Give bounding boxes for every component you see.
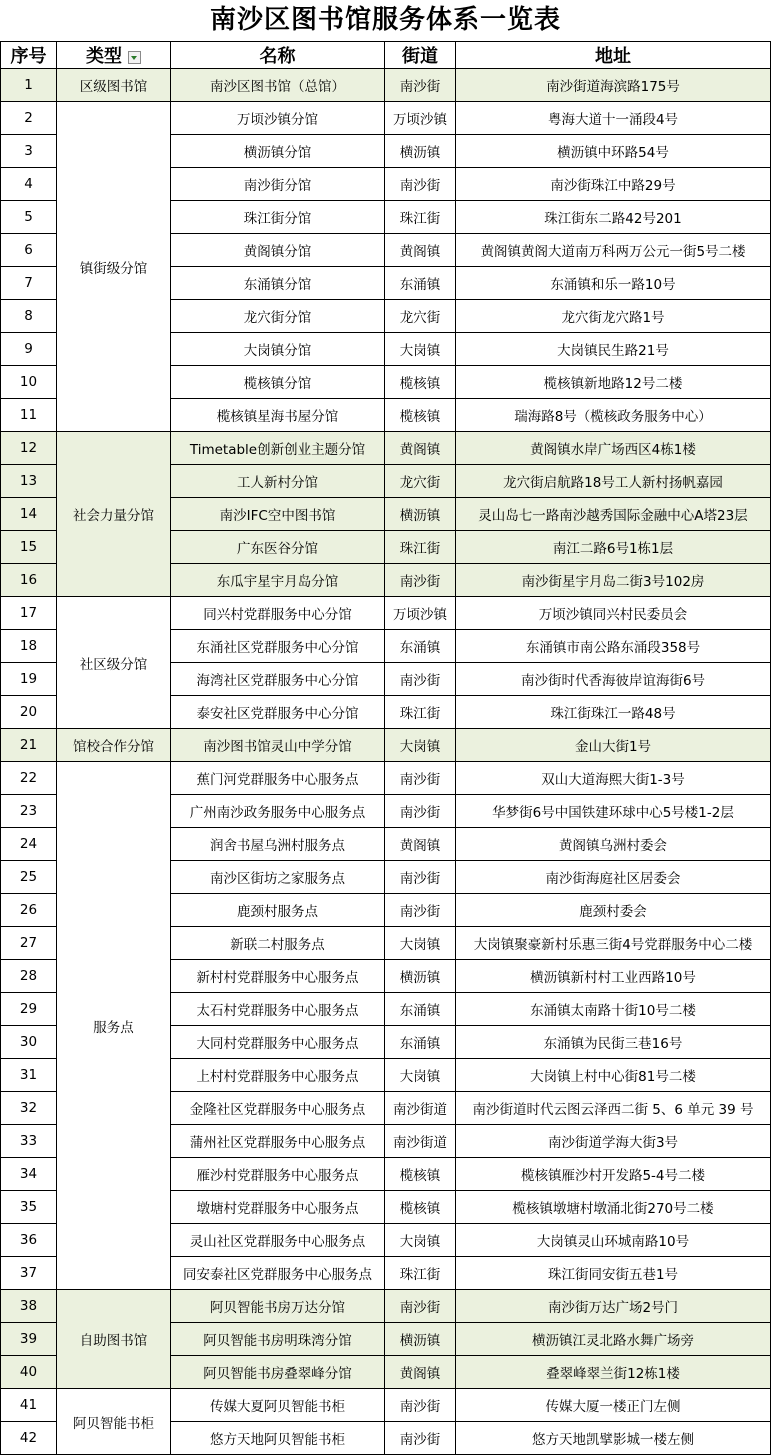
cell-name: 广州南沙政务服务中心服务点 <box>171 795 385 828</box>
cell-no: 16 <box>1 564 57 597</box>
cell-name: 大同村党群服务中心服务点 <box>171 1026 385 1059</box>
cell-address: 珠江街珠江一路48号 <box>456 696 771 729</box>
cell-address: 榄核镇墩塘村墩涌北街270号二楼 <box>456 1191 771 1224</box>
cell-name: 南沙区街坊之家服务点 <box>171 861 385 894</box>
cell-street: 南沙街 <box>385 69 456 102</box>
cell-street: 南沙街 <box>385 168 456 201</box>
cell-name: 龙穴街分馆 <box>171 300 385 333</box>
cell-no: 27 <box>1 927 57 960</box>
cell-street: 大岗镇 <box>385 1059 456 1092</box>
cell-no: 31 <box>1 1059 57 1092</box>
cell-street: 南沙街 <box>385 894 456 927</box>
cell-type: 服务点 <box>57 762 171 1290</box>
cell-no: 18 <box>1 630 57 663</box>
cell-address: 粤海大道十一涌段4号 <box>456 102 771 135</box>
cell-name: 南沙街分馆 <box>171 168 385 201</box>
cell-street: 珠江街 <box>385 1257 456 1290</box>
cell-address: 叠翠峰翠兰街12栋1楼 <box>456 1356 771 1389</box>
cell-no: 26 <box>1 894 57 927</box>
table-row <box>1 762 771 795</box>
cell-name: 阿贝智能书房明珠湾分馆 <box>171 1323 385 1356</box>
cell-address: 黄阁镇水岸广场西区4栋1楼 <box>456 432 771 465</box>
cell-address: 大岗镇上村中心街81号二楼 <box>456 1059 771 1092</box>
cell-street: 大岗镇 <box>385 333 456 366</box>
cell-no: 24 <box>1 828 57 861</box>
cell-address: 龙穴街龙穴路1号 <box>456 300 771 333</box>
cell-street: 横沥镇 <box>385 1323 456 1356</box>
cell-street: 横沥镇 <box>385 498 456 531</box>
cell-no: 35 <box>1 1191 57 1224</box>
header-row <box>1 42 771 69</box>
cell-type: 阿贝智能书柜 <box>57 1389 171 1455</box>
cell-address: 灵山岛七一路南沙越秀国际金融中心A塔23层 <box>456 498 771 531</box>
cell-no: 12 <box>1 432 57 465</box>
cell-name: 阿贝智能书房万达分馆 <box>171 1290 385 1323</box>
cell-street: 黄阁镇 <box>385 1356 456 1389</box>
cell-address: 南沙街万达广场2号门 <box>456 1290 771 1323</box>
cell-street: 东涌镇 <box>385 267 456 300</box>
cell-type: 区级图书馆 <box>57 69 171 102</box>
cell-address: 南沙街海庭社区居委会 <box>456 861 771 894</box>
cell-street: 南沙街 <box>385 795 456 828</box>
cell-no: 22 <box>1 762 57 795</box>
cell-address: 榄核镇雁沙村开发路5-4号二楼 <box>456 1158 771 1191</box>
cell-no: 1 <box>1 69 57 102</box>
cell-no: 13 <box>1 465 57 498</box>
cell-name: 同安泰社区党群服务中心服务点 <box>171 1257 385 1290</box>
cell-street: 榄核镇 <box>385 399 456 432</box>
cell-no: 20 <box>1 696 57 729</box>
table-row <box>1 1389 771 1422</box>
cell-no: 2 <box>1 102 57 135</box>
cell-address: 南沙街珠江中路29号 <box>456 168 771 201</box>
table-row <box>1 1290 771 1323</box>
cell-street: 龙穴街 <box>385 465 456 498</box>
header-street: 街道 <box>385 42 456 69</box>
cell-street: 大岗镇 <box>385 1224 456 1257</box>
cell-name: 海湾社区党群服务中心分馆 <box>171 663 385 696</box>
table-row <box>1 729 771 762</box>
cell-address: 东涌镇太南路十街10号二楼 <box>456 993 771 1026</box>
cell-address: 黄阁镇乌洲村委会 <box>456 828 771 861</box>
cell-street: 南沙街 <box>385 1290 456 1323</box>
cell-address: 瑞海路8号（榄核政务服务中心） <box>456 399 771 432</box>
cell-street: 大岗镇 <box>385 729 456 762</box>
cell-address: 金山大街1号 <box>456 729 771 762</box>
cell-street: 黄阁镇 <box>385 234 456 267</box>
cell-no: 33 <box>1 1125 57 1158</box>
cell-address: 东涌镇市南公路东涌段358号 <box>456 630 771 663</box>
cell-name: 珠江街分馆 <box>171 201 385 234</box>
header-address: 地址 <box>456 42 771 69</box>
cell-address: 鹿颈村委会 <box>456 894 771 927</box>
cell-no: 19 <box>1 663 57 696</box>
cell-name: 东瓜宇星宇月岛分馆 <box>171 564 385 597</box>
cell-no: 32 <box>1 1092 57 1125</box>
cell-address: 双山大道海熙大街1-3号 <box>456 762 771 795</box>
cell-name: 南沙IFC空中图书馆 <box>171 498 385 531</box>
cell-street: 黄阁镇 <box>385 432 456 465</box>
cell-street: 黄阁镇 <box>385 828 456 861</box>
table-row <box>1 432 771 465</box>
cell-address: 华梦街6号中国铁建环球中心5号楼1-2层 <box>456 795 771 828</box>
cell-name: 广东医谷分馆 <box>171 531 385 564</box>
cell-address: 南沙街道时代云图云泽西二街 5、6 单元 39 号 <box>456 1092 771 1125</box>
library-table <box>0 41 771 1455</box>
cell-no: 4 <box>1 168 57 201</box>
header-name: 名称 <box>171 42 385 69</box>
cell-address: 南沙街道学海大街3号 <box>456 1125 771 1158</box>
cell-name: 新联二村服务点 <box>171 927 385 960</box>
cell-no: 9 <box>1 333 57 366</box>
cell-street: 大岗镇 <box>385 927 456 960</box>
cell-no: 39 <box>1 1323 57 1356</box>
header-no: 序号 <box>1 42 57 69</box>
cell-street: 榄核镇 <box>385 366 456 399</box>
cell-no: 29 <box>1 993 57 1026</box>
cell-address: 南沙街道海滨路175号 <box>456 69 771 102</box>
cell-address: 南沙街星宇月岛二街3号102房 <box>456 564 771 597</box>
table-row <box>1 102 771 135</box>
cell-name: 同兴村党群服务中心分馆 <box>171 597 385 630</box>
table-body <box>1 69 771 1455</box>
cell-name: 泰安社区党群服务中心分馆 <box>171 696 385 729</box>
cell-name: 南沙图书馆灵山中学分馆 <box>171 729 385 762</box>
cell-name: 横沥镇分馆 <box>171 135 385 168</box>
cell-address: 榄核镇新地路12号二楼 <box>456 366 771 399</box>
cell-no: 5 <box>1 201 57 234</box>
cell-street: 南沙街 <box>385 1422 456 1455</box>
cell-street: 万顷沙镇 <box>385 102 456 135</box>
cell-name: 新村村党群服务中心服务点 <box>171 960 385 993</box>
cell-street: 东涌镇 <box>385 993 456 1026</box>
cell-no: 40 <box>1 1356 57 1389</box>
cell-street: 横沥镇 <box>385 135 456 168</box>
cell-street: 珠江街 <box>385 696 456 729</box>
header-type <box>57 42 171 69</box>
cell-street: 南沙街道 <box>385 1125 456 1158</box>
cell-address: 传媒大厦一楼正门左侧 <box>456 1389 771 1422</box>
cell-no: 23 <box>1 795 57 828</box>
cell-address: 大岗镇聚豪新村乐惠三街4号党群服务中心二楼 <box>456 927 771 960</box>
cell-name: 东涌社区党群服务中心分馆 <box>171 630 385 663</box>
page-title: 南沙区图书馆服务体系一览表 <box>209 5 561 35</box>
cell-address: 悠方天地凯擘影城一楼左侧 <box>456 1422 771 1455</box>
cell-name: 黄阁镇分馆 <box>171 234 385 267</box>
cell-name: 南沙区图书馆（总馆） <box>171 69 385 102</box>
cell-street: 南沙街 <box>385 762 456 795</box>
cell-no: 3 <box>1 135 57 168</box>
cell-street: 横沥镇 <box>385 960 456 993</box>
cell-address: 横沥镇江灵北路水舞广场旁 <box>456 1323 771 1356</box>
cell-address: 南江二路6号1栋1层 <box>456 531 771 564</box>
cell-address: 大岗镇灵山环城南路10号 <box>456 1224 771 1257</box>
cell-address: 东涌镇和乐一路10号 <box>456 267 771 300</box>
cell-name: 金隆社区党群服务中心服务点 <box>171 1092 385 1125</box>
cell-address: 大岗镇民生路21号 <box>456 333 771 366</box>
cell-street: 榄核镇 <box>385 1191 456 1224</box>
cell-no: 8 <box>1 300 57 333</box>
cell-address: 横沥镇中环路54号 <box>456 135 771 168</box>
cell-name: 蕉门河党群服务中心服务点 <box>171 762 385 795</box>
cell-name: 蒲州社区党群服务中心服务点 <box>171 1125 385 1158</box>
cell-street: 东涌镇 <box>385 1026 456 1059</box>
cell-type: 社会力量分馆 <box>57 432 171 597</box>
cell-type: 镇街级分馆 <box>57 102 171 432</box>
cell-name: 悠方天地阿贝智能书柜 <box>171 1422 385 1455</box>
cell-street: 珠江街 <box>385 201 456 234</box>
table-row <box>1 597 771 630</box>
cell-address: 珠江街东二路42号201 <box>456 201 771 234</box>
header-type-label: 类型 <box>86 46 122 67</box>
cell-street: 榄核镇 <box>385 1158 456 1191</box>
cell-name: 墩塘村党群服务中心服务点 <box>171 1191 385 1224</box>
cell-name: 太石村党群服务中心服务点 <box>171 993 385 1026</box>
cell-no: 36 <box>1 1224 57 1257</box>
cell-type: 自助图书馆 <box>57 1290 171 1389</box>
cell-no: 10 <box>1 366 57 399</box>
filter-dropdown-icon[interactable] <box>128 51 141 64</box>
cell-street: 万顷沙镇 <box>385 597 456 630</box>
cell-no: 14 <box>1 498 57 531</box>
cell-name: 上村村党群服务中心服务点 <box>171 1059 385 1092</box>
cell-type: 社区级分馆 <box>57 597 171 729</box>
cell-street: 东涌镇 <box>385 630 456 663</box>
cell-name: 东涌镇分馆 <box>171 267 385 300</box>
cell-street: 南沙街 <box>385 564 456 597</box>
cell-address: 东涌镇为民街三巷16号 <box>456 1026 771 1059</box>
cell-no: 6 <box>1 234 57 267</box>
cell-street: 珠江街 <box>385 531 456 564</box>
cell-name: 阿贝智能书房叠翠峰分馆 <box>171 1356 385 1389</box>
cell-name: 传媒大夏阿贝智能书柜 <box>171 1389 385 1422</box>
cell-name: 万顷沙镇分馆 <box>171 102 385 135</box>
cell-no: 11 <box>1 399 57 432</box>
cell-no: 21 <box>1 729 57 762</box>
table-row <box>1 69 771 102</box>
cell-name: 雁沙村党群服务中心服务点 <box>171 1158 385 1191</box>
cell-address: 黄阁镇黄阁大道南万科两万公元一街5号二楼 <box>456 234 771 267</box>
cell-no: 17 <box>1 597 57 630</box>
cell-name: 榄核镇星海书屋分馆 <box>171 399 385 432</box>
cell-address: 万顷沙镇同兴村民委员会 <box>456 597 771 630</box>
cell-street: 龙穴街 <box>385 300 456 333</box>
cell-address: 龙穴街启航路18号工人新村扬帆嘉园 <box>456 465 771 498</box>
cell-no: 30 <box>1 1026 57 1059</box>
cell-address: 横沥镇新村村工业西路10号 <box>456 960 771 993</box>
cell-no: 38 <box>1 1290 57 1323</box>
cell-no: 7 <box>1 267 57 300</box>
cell-name: 灵山社区党群服务中心服务点 <box>171 1224 385 1257</box>
cell-street: 南沙街 <box>385 663 456 696</box>
cell-type: 馆校合作分馆 <box>57 729 171 762</box>
cell-no: 15 <box>1 531 57 564</box>
cell-no: 25 <box>1 861 57 894</box>
cell-no: 37 <box>1 1257 57 1290</box>
cell-name: 鹿颈村服务点 <box>171 894 385 927</box>
cell-no: 42 <box>1 1422 57 1455</box>
cell-no: 41 <box>1 1389 57 1422</box>
cell-street: 南沙街 <box>385 1389 456 1422</box>
cell-no: 34 <box>1 1158 57 1191</box>
cell-name: 榄核镇分馆 <box>171 366 385 399</box>
cell-street: 南沙街 <box>385 861 456 894</box>
cell-name: Timetable创新创业主题分馆 <box>171 432 385 465</box>
cell-address: 南沙街时代香海彼岸谊海街6号 <box>456 663 771 696</box>
cell-street: 南沙街道 <box>385 1092 456 1125</box>
cell-name: 润舍书屋乌洲村服务点 <box>171 828 385 861</box>
cell-name: 工人新村分馆 <box>171 465 385 498</box>
cell-address: 珠江街同安街五巷1号 <box>456 1257 771 1290</box>
cell-name: 大岗镇分馆 <box>171 333 385 366</box>
cell-no: 28 <box>1 960 57 993</box>
